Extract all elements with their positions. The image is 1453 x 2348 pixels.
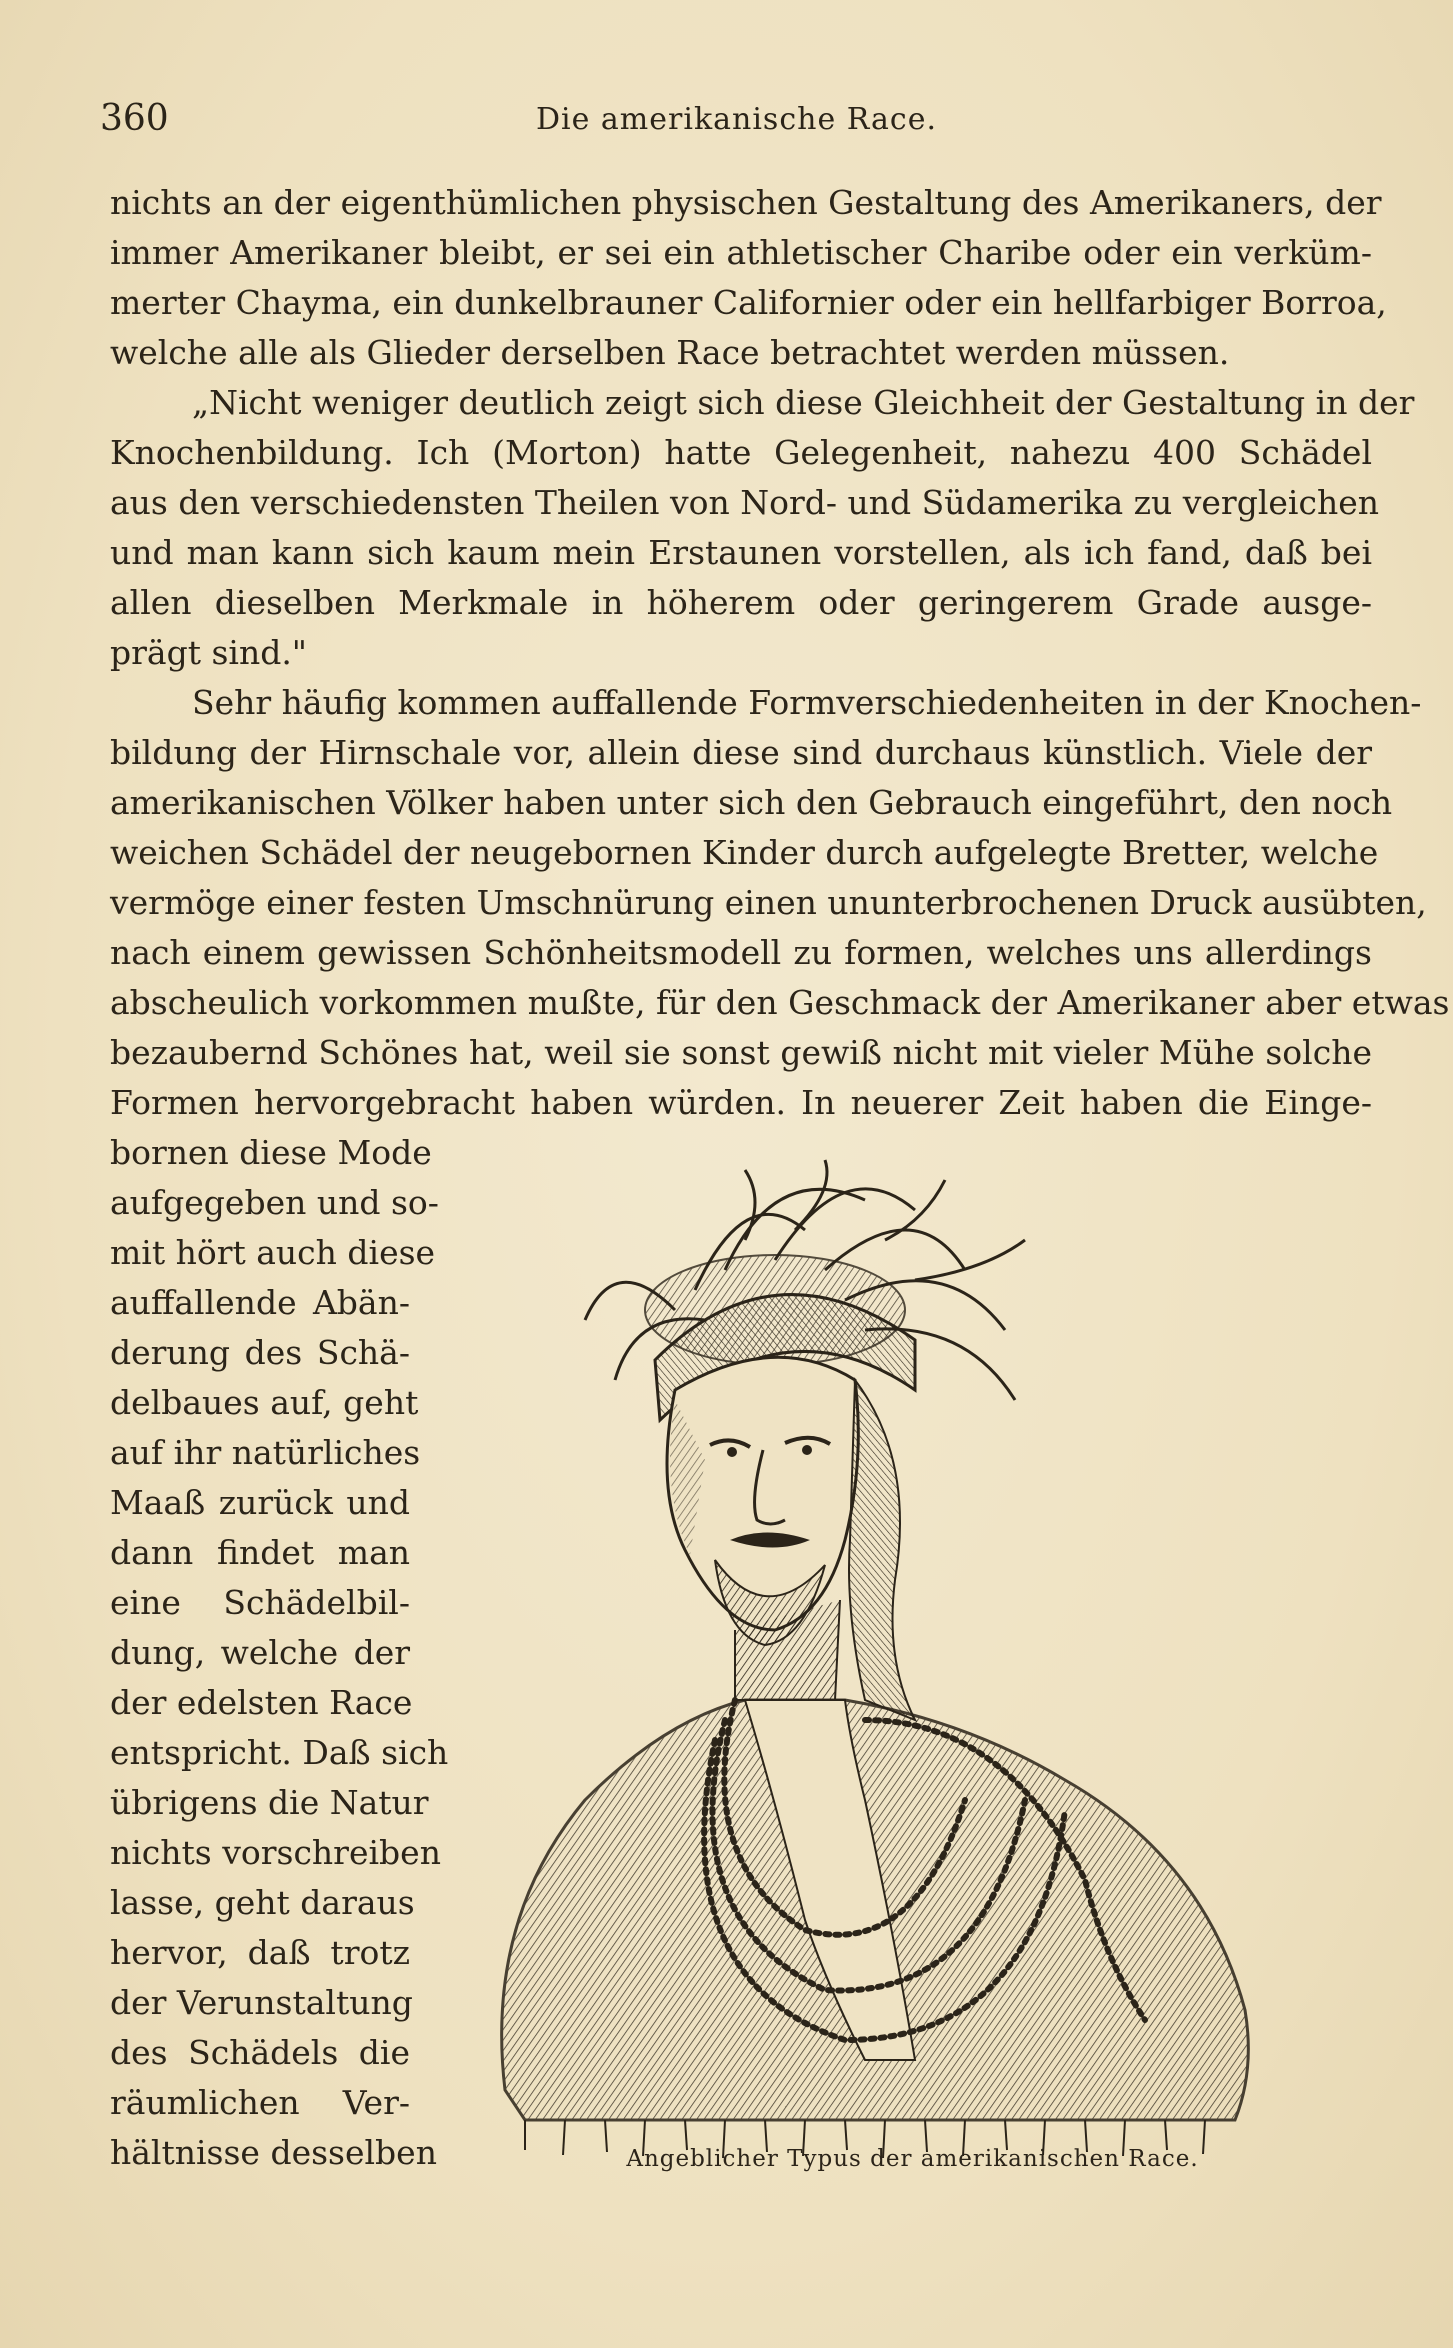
text-line: Knochenbildung. Ich (Morton) hatte Gelegenheit, nahezu 400 Schädel [110, 433, 1372, 472]
text-line: dann findet man [110, 1533, 410, 1572]
text-line: des Schädels die [110, 2033, 410, 2072]
page-header [100, 98, 1373, 148]
text-line: amerikanischen Völker haben unter sich den Gebrauch eingeführt, den noch [110, 783, 1393, 822]
engraving-portrait-icon [445, 1160, 1380, 2165]
text-line: der edelsten Race [110, 1683, 413, 1722]
text-line: übrigens die Natur [110, 1783, 429, 1822]
page-number: 360 [100, 98, 169, 139]
text-line: und man kann sich kaum mein Erstaunen vorstellen, als ich fand, daß bei [110, 533, 1372, 572]
text-line: vermöge einer festen Umschnürung einen ununterbrochenen Druck ausübten, [110, 883, 1427, 922]
text-line: der Verunstaltung [110, 1983, 413, 2022]
text-line: nichts an der eigenthümlichen physischen Gestaltung des Amerikaners, der [110, 183, 1382, 222]
text-line: Maaß zurück und [110, 1483, 410, 1522]
text-line: nichts vorschreiben [110, 1833, 441, 1872]
narrow-column-text [110, 1128, 449, 2178]
text-line: auffallende Abän- [110, 1283, 410, 1322]
text-line: nach einem gewissen Schönheitsmodell zu formen, welches uns allerdings [110, 933, 1372, 972]
text-line: bildung der Hirnschale vor, allein diese sind durchaus künstlich. Viele der [110, 733, 1372, 772]
main-text [110, 178, 1450, 1128]
text-line: delbaues auf, geht [110, 1383, 419, 1422]
text-line: auf ihr natürliches [110, 1433, 421, 1472]
text-line: welche alle als Glieder derselben Race betrachtet werden müssen. [110, 333, 1230, 372]
figure-caption: Angeblicher Typus der amerikanischen Race. [626, 2146, 1199, 2172]
text-line: abscheulich vorkommen mußte, für den Geschmack der Amerikaner aber etwas [110, 983, 1450, 1022]
text-line: Formen hervorgebracht haben würden. In neuerer Zeit haben die Einge- [110, 1083, 1372, 1122]
text-line: aufgegeben und so- [110, 1183, 439, 1222]
text-line: allen dieselben Merkmale in höherem oder geringerem Grade ausge- [110, 583, 1372, 622]
text-line: dung, welche der [110, 1633, 410, 1672]
portrait-figure [445, 1160, 1380, 2165]
text-line: bezaubernd Schönes hat, weil sie sonst gewiß nicht mit vieler Mühe solche [110, 1033, 1372, 1072]
text-line: Sehr häufig kommen auffallende Formverschiedenheiten in der Knochen- [192, 683, 1422, 722]
text-line: hervor, daß trotz [110, 1933, 410, 1972]
text-line: bornen diese Mode [110, 1133, 432, 1172]
text-line: aus den verschiedensten Theilen von Nord- und Südamerika zu vergleichen [110, 483, 1379, 522]
running-head: Die amerikanische Race. [535, 102, 937, 137]
text-line: merter Chayma, ein dunkelbrauner Californier oder ein hellfarbiger Borroa, [110, 283, 1387, 322]
text-line: lasse, geht daraus [110, 1883, 415, 1922]
text-line: räumlichen Ver- [110, 2083, 410, 2122]
text-line: entspricht. Daß sich [110, 1733, 449, 1772]
text-line: prägt sind." [110, 633, 307, 672]
text-line: hältnisse desselben [110, 2133, 437, 2172]
text-line: eine Schädelbil- [110, 1583, 410, 1622]
text-line: derung des Schä- [110, 1333, 410, 1372]
text-line: immer Amerikaner bleibt, er sei ein athletischer Charibe oder ein verküm- [110, 233, 1372, 272]
text-line: mit hört auch diese [110, 1233, 436, 1272]
text-line: „Nicht weniger deutlich zeigt sich diese Gleichheit der Gestaltung in der [192, 383, 1415, 422]
text-line: weichen Schädel der neugebornen Kinder durch aufgelegte Bretter, welche [110, 833, 1379, 872]
